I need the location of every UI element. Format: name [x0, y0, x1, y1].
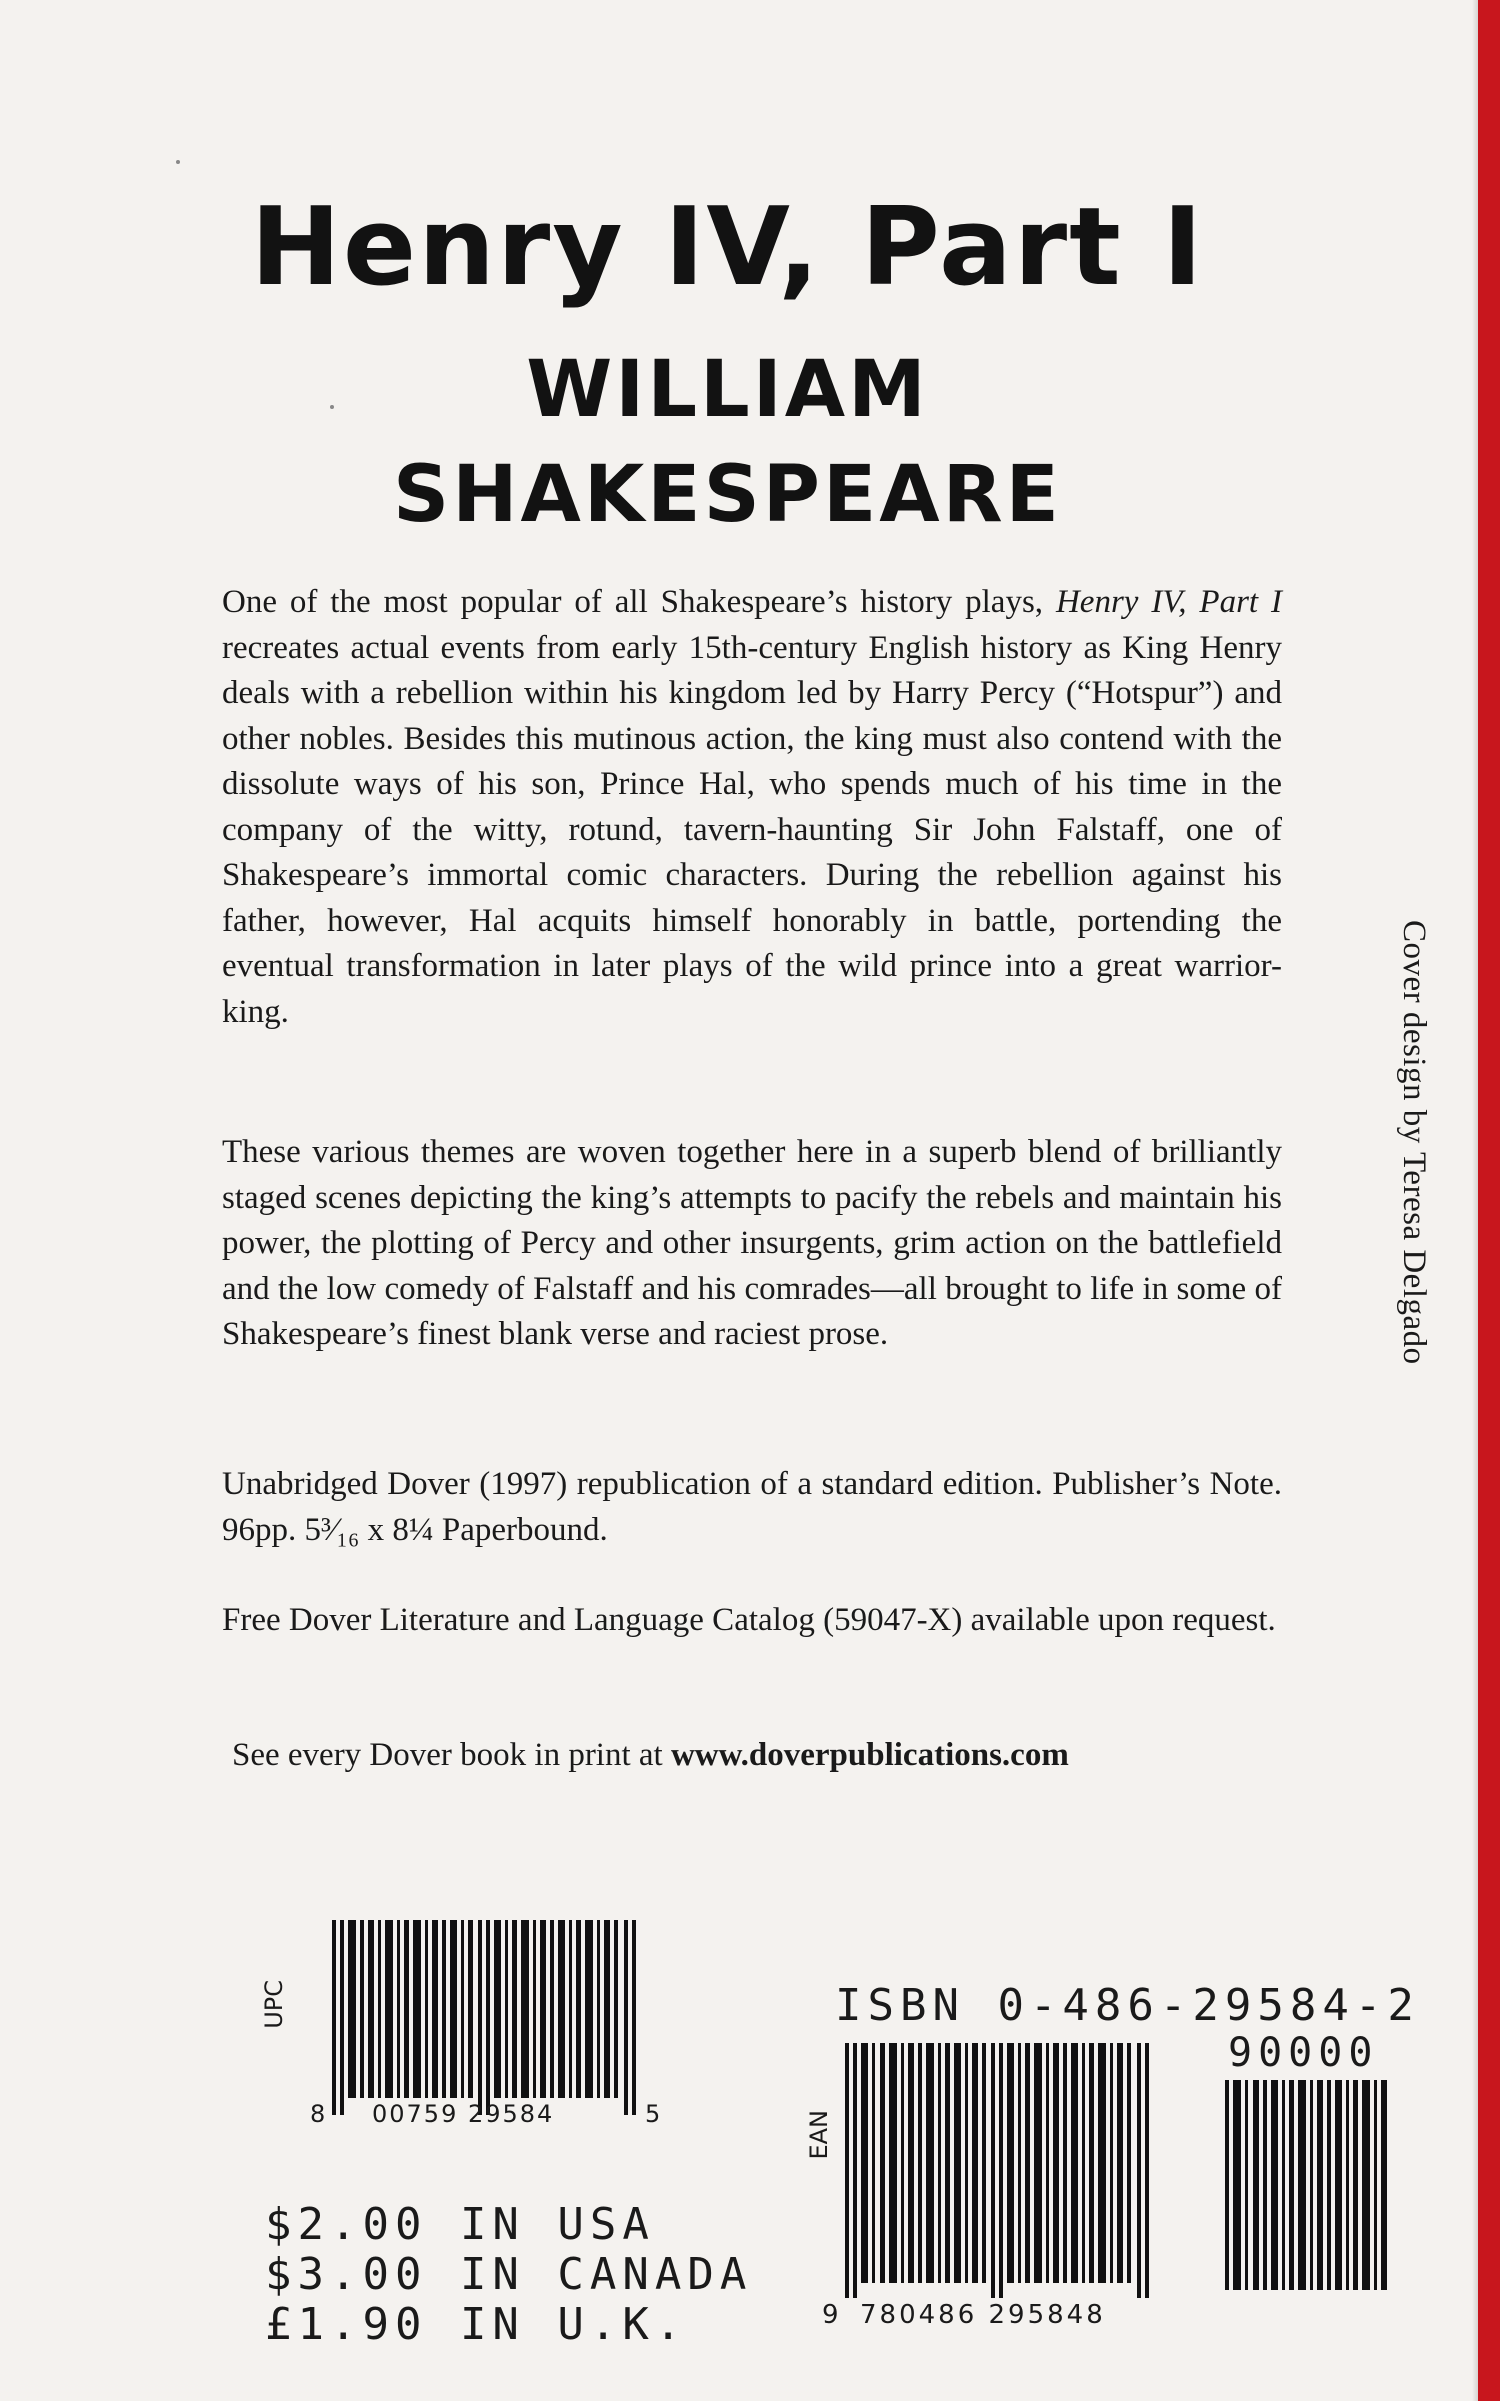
- upc-lead-digit: 8: [310, 2100, 328, 2128]
- cover-credit: Cover design by Teresa Delgado: [1396, 920, 1432, 1365]
- website-prefix: See every Dover book in print at: [232, 1737, 671, 1773]
- isbn-number: ISBN 0-486-29584-2: [835, 1980, 1420, 2031]
- website-link[interactable]: www.doverpublications.com: [670, 1737, 1069, 1773]
- ean-digits: 780486 295848: [860, 2300, 1106, 2330]
- edition-note: Unabridged Dover (1997) republication of a standard edition. Publisher’s Note. 96pp. 5³⁄₁₆ x 8¼ Paperbound.: [222, 1466, 1282, 1548]
- description-p1-start: One of the most popular of all Shakespeare’s history plays,: [222, 584, 1056, 620]
- upc-label: UPC: [260, 1980, 288, 2029]
- price-uk: £1.90 IN U.K.: [265, 2299, 688, 2350]
- description-p1-rest: recreates actual events from early 15th-century English history as King Henry deals with a rebellion within his kingdom led by Harry Percy (“Hotspur”) and other nobles. Besides this mutinous action, the king must also contend with the dissolute ways of his son, Prince Hal, who spends much of his time in the company of the witty, rotund, tavern-haunting Sir John Falstaff, one of Shakespeare’s immortal comic characters. During the rebellion against his father, however, Hal acquits himself honorably in battle, portending the eventual transformation in later plays of the wild prince into a great warrior-king.: [222, 629, 1282, 1030]
- website-note: [232, 1733, 1292, 1779]
- author-last-name: SHAKESPEARE: [393, 450, 1062, 540]
- upc-digits: 00759 29584: [372, 2100, 555, 2128]
- description-paragraph-2: These various themes are woven together here in a superb blend of brilliantly staged scenes depicting the king’s attempts to pacify the rebels and maintain his power, the plotting of Percy and other insurgents, grim action on the battlefield and the low comedy of Falstaff and his comrades—all brought to life in some of Shakespeare’s finest blank verse and raciest prose.: [222, 1134, 1282, 1352]
- spine-shadow: [1472, 0, 1478, 2401]
- upc-barcode: [332, 1920, 652, 2120]
- addon-barcode: [1225, 2080, 1395, 2295]
- ean-label: EAN: [805, 2110, 833, 2160]
- title-italic: Henry IV, Part I: [1055, 584, 1282, 620]
- red-spine-edge: [1478, 0, 1500, 2401]
- price-addon-code: 90000: [1228, 2030, 1379, 2076]
- book-title: Henry IV, Part I: [250, 185, 1205, 310]
- ean-lead-digit: 9: [822, 2300, 842, 2330]
- ean-barcode: [845, 2043, 1205, 2303]
- author-first-name: WILLIAM: [526, 345, 929, 435]
- catalog-note: Free Dover Literature and Language Catalog (59047-X) available upon request.: [222, 1602, 1276, 1638]
- upc-check-digit: 5: [645, 2100, 661, 2128]
- paper-speck: [176, 160, 180, 164]
- price-canada: $3.00 IN CANADA: [265, 2249, 753, 2300]
- description-paragraph-1: [222, 580, 1282, 1035]
- price-usa: $2.00 IN USA: [265, 2199, 655, 2250]
